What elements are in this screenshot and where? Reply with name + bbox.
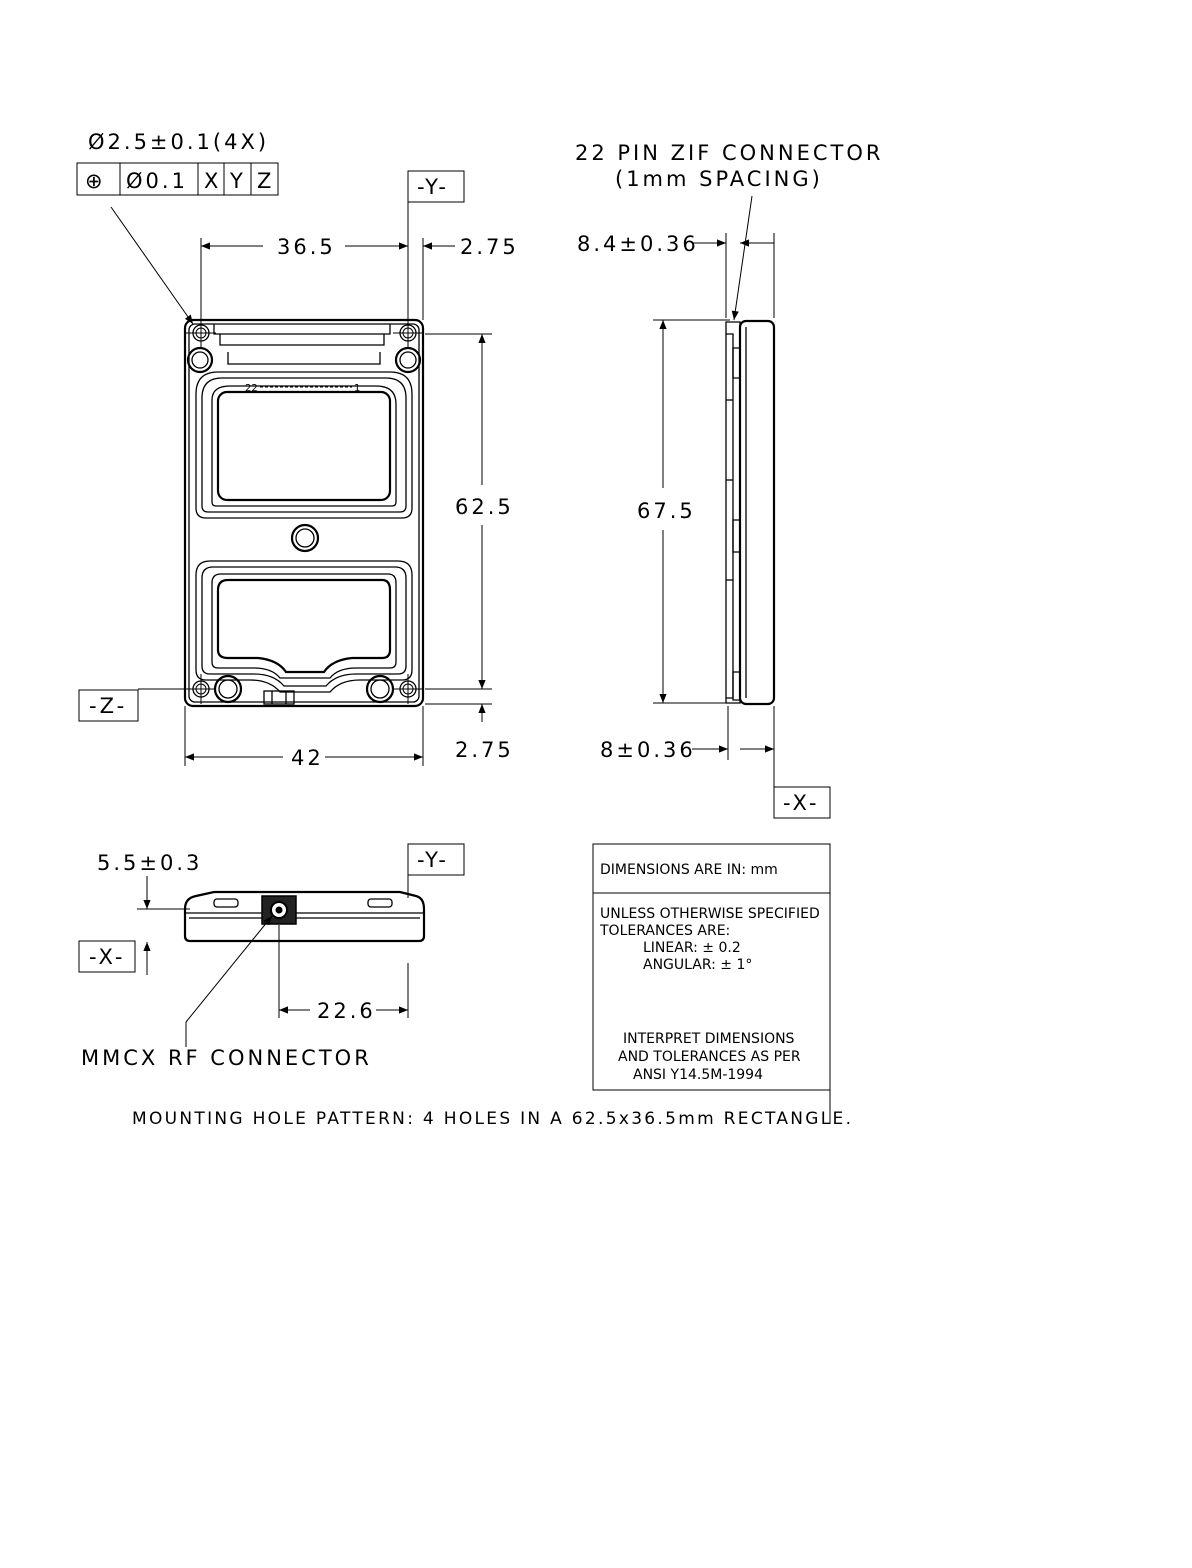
dim-width: 42 [291, 746, 324, 770]
side-view [575, 141, 883, 818]
dim-edge-right: 2.75 [460, 235, 519, 259]
hole-callout: Ø2.5±0.1(4X) [88, 130, 270, 154]
interpret-note-3: ANSI Y14.5M-1994 [633, 1067, 763, 1083]
fcf-datum-y: Y [230, 169, 246, 193]
position-symbol-icon: ⊕ [85, 169, 106, 193]
dim-edge-bottom: 2.75 [455, 738, 514, 762]
module-end-outline [185, 892, 424, 941]
dim-thickness-bottom: 8±0.36 [600, 738, 696, 762]
fcf-datum-z: Z [257, 169, 275, 193]
unless-note-1: UNLESS OTHERWISE SPECIFIED [600, 906, 820, 922]
linear-tolerance: LINEAR: ± 0.2 [643, 940, 741, 956]
top-view [77, 130, 519, 770]
interpret-note-2: AND TOLERANCES AS PER [618, 1049, 801, 1065]
units-note: DIMENSIONS ARE IN: mm [600, 862, 778, 878]
datum-z-label: -Z- [89, 694, 128, 718]
dim-hole-spacing-x: 36.5 [277, 235, 336, 259]
angular-tolerance: ANGULAR: ± 1° [643, 957, 753, 973]
pin-label-1: 1 [354, 383, 361, 394]
dim-thickness-top: 8.4±0.36 [577, 232, 699, 256]
zif-leader [734, 196, 752, 320]
dim-length: 67.5 [637, 499, 696, 523]
hole-leader [111, 207, 193, 324]
datum-x-label: -X- [89, 945, 126, 969]
interpret-note-1: INTERPRET DIMENSIONS [623, 1031, 795, 1047]
fcf-datum-x: X [204, 169, 222, 193]
notes-block [593, 844, 830, 1124]
datum-x-label: -X- [783, 791, 820, 815]
pin-label-22: 22 [245, 383, 258, 394]
mmcx-label: MMCX RF CONNECTOR [81, 1046, 372, 1070]
module-top-outline [185, 318, 423, 706]
dim-hole-spacing-y: 62.5 [455, 495, 514, 519]
datum-y-label: -Y- [417, 175, 449, 199]
zif-connector-label: 22 PIN ZIF CONNECTOR [575, 141, 884, 165]
mounting-pattern-note: MOUNTING HOLE PATTERN: 4 HOLES IN A 62.5x36.5mm RECTANGLE. [132, 1109, 854, 1129]
dim-connector-offset: 22.6 [317, 999, 376, 1023]
end-view [79, 844, 464, 1070]
module-side-outline [726, 321, 774, 704]
feature-control-frame [77, 163, 278, 195]
unless-note-2: TOLERANCES ARE: [600, 923, 731, 939]
mounting-hole [186, 318, 216, 348]
fcf-tolerance: Ø0.1 [126, 169, 188, 193]
zif-spacing-label: (1mm SPACING) [615, 167, 823, 191]
datum-y-label: -Y- [417, 848, 449, 872]
dim-height: 5.5±0.3 [97, 851, 203, 875]
